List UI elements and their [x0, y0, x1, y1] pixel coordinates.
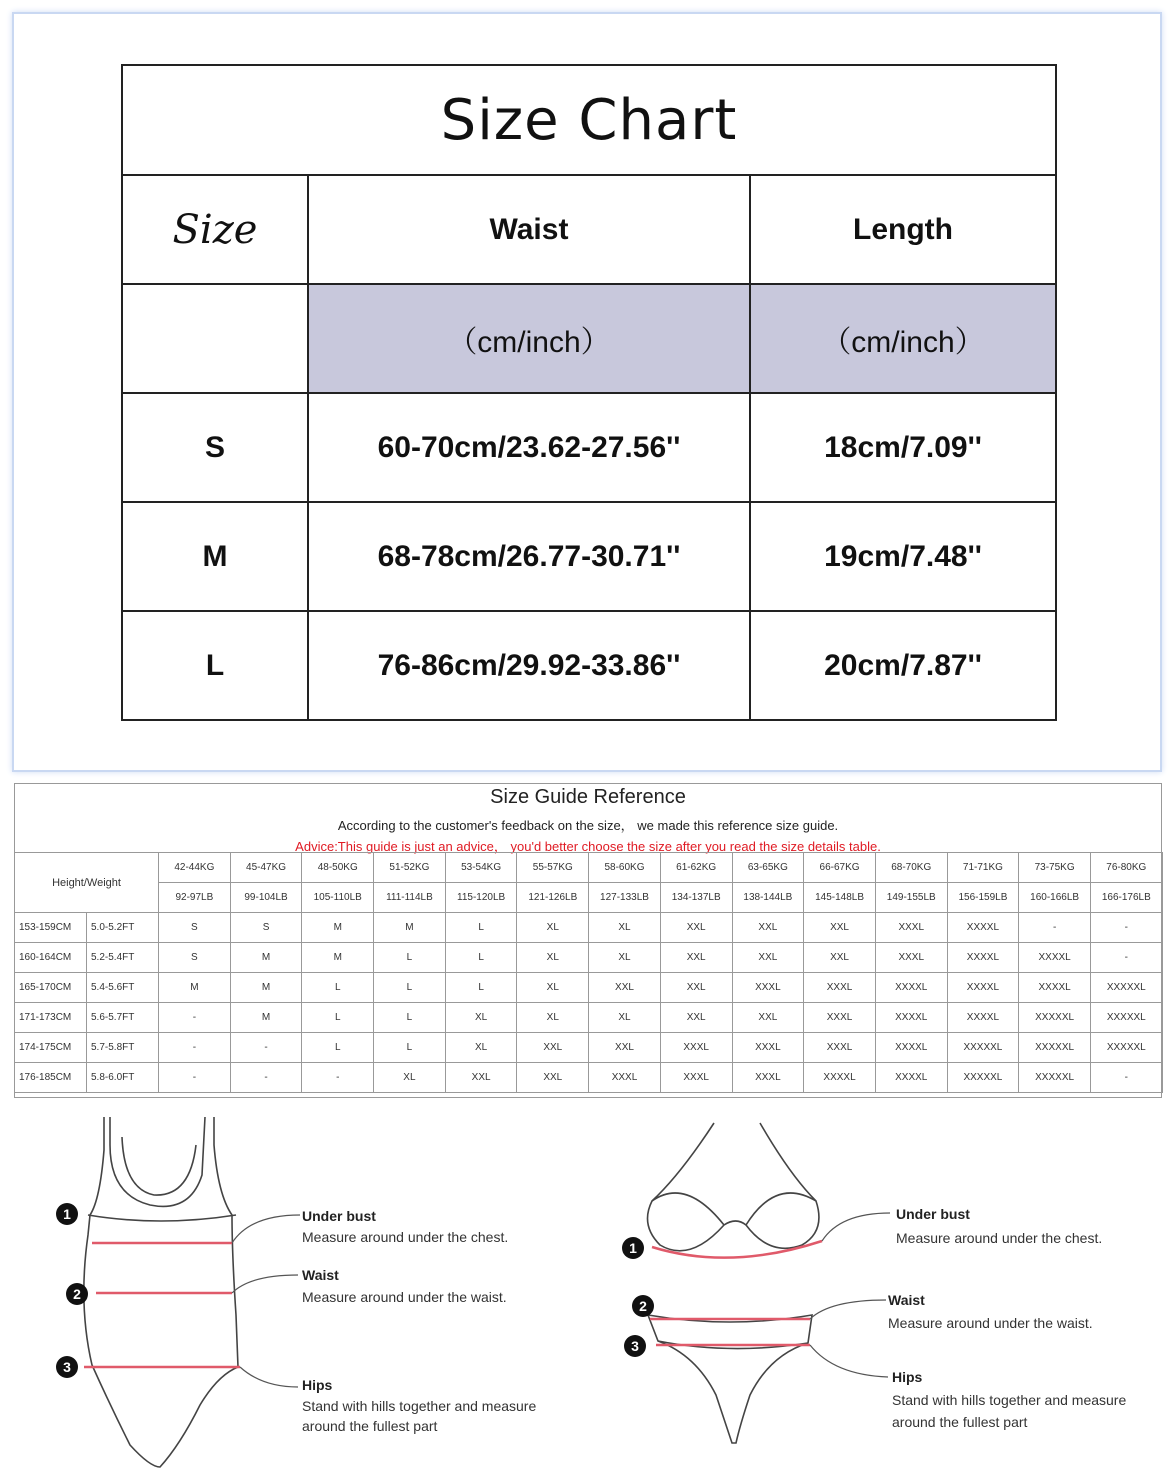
weight-lb-header: 105-110LB — [302, 883, 374, 913]
size-cell: L — [374, 973, 446, 1003]
weight-kg-header: 55-57KG — [517, 853, 589, 883]
height-cm-cell: 171-173CM — [15, 1003, 87, 1033]
length-unit: （cm/inch） — [750, 284, 1056, 393]
under-bust-desc: Measure around under the chest. — [302, 1229, 509, 1245]
marker-1: 1 — [56, 1203, 78, 1225]
weight-lb-header: 99-104LB — [230, 883, 302, 913]
size-cell: XXXXXL — [1090, 1033, 1162, 1063]
hips-desc-2: around the fullest part — [302, 1418, 438, 1434]
size-cell: XL — [517, 943, 589, 973]
swimsuit-diagram — [0, 1105, 580, 1473]
hips-desc-2: around the fullest part — [892, 1414, 1028, 1430]
size-cell: XL — [445, 1033, 517, 1063]
weight-lb-header: 156-159LB — [947, 883, 1019, 913]
waist-cell: 68-78cm/26.77-30.71'' — [308, 502, 750, 611]
size-cell: - — [302, 1063, 374, 1093]
height-cm-cell: 153-159CM — [15, 913, 87, 943]
size-cell: XXL — [660, 1003, 732, 1033]
size-cell: - — [230, 1063, 302, 1093]
size-cell: XXL — [732, 913, 804, 943]
weight-lb-header: 166-176LB — [1090, 883, 1162, 913]
table-row — [15, 1033, 1163, 1063]
size-cell: XXL — [660, 973, 732, 1003]
size-cell: XXL — [589, 1033, 661, 1063]
size-cell: XXXXXL — [1090, 973, 1162, 1003]
size-cell: L — [122, 611, 308, 720]
size-header: Size — [122, 175, 308, 284]
size-guide-section — [14, 783, 1162, 1098]
size-cell: XL — [445, 1003, 517, 1033]
marker-3: 3 — [624, 1335, 646, 1357]
size-cell: XXXXXL — [1019, 1003, 1091, 1033]
size-cell: XL — [589, 913, 661, 943]
height-ft-cell: 5.6-5.7FT — [87, 1003, 159, 1033]
weight-lb-header: 121-126LB — [517, 883, 589, 913]
weight-lb-header: 127-133LB — [589, 883, 661, 913]
size-cell: L — [302, 1003, 374, 1033]
guide-kg-row — [15, 853, 1163, 883]
under-bust-label: Under bust — [302, 1208, 376, 1224]
size-cell: XXL — [804, 943, 876, 973]
marker-1: 1 — [622, 1237, 644, 1259]
weight-kg-header: 58-60KG — [589, 853, 661, 883]
size-cell: XXXL — [589, 1063, 661, 1093]
size-cell: XXL — [589, 973, 661, 1003]
guide-title: Size Guide Reference — [490, 786, 686, 808]
table-row — [15, 913, 1163, 943]
size-cell: XXXXXL — [1019, 1063, 1091, 1093]
weight-lb-header: 92-97LB — [159, 883, 231, 913]
height-cm-cell: 160-164CM — [15, 943, 87, 973]
size-cell: L — [374, 1033, 446, 1063]
weight-kg-header: 71-71KG — [947, 853, 1019, 883]
guide-description: According to the customer's feedback on the size， we made this reference size guide. — [337, 818, 839, 833]
size-cell: S — [230, 913, 302, 943]
size-cell: XXL — [517, 1063, 589, 1093]
size-cell: - — [1090, 943, 1162, 973]
weight-lb-header: 134-137LB — [660, 883, 732, 913]
size-chart-title: Size Chart — [122, 65, 1056, 175]
table-row — [122, 611, 1056, 720]
under-bust-label: Under bust — [896, 1206, 970, 1222]
table-row — [15, 1003, 1163, 1033]
waist-label: Waist — [888, 1292, 925, 1308]
weight-kg-header: 73-75KG — [1019, 853, 1091, 883]
under-bust-desc: Measure around under the chest. — [896, 1230, 1103, 1246]
size-cell: XXXXXL — [1019, 1033, 1091, 1063]
weight-kg-header: 42-44KG — [159, 853, 231, 883]
size-cell: - — [159, 1033, 231, 1063]
weight-kg-header: 68-70KG — [875, 853, 947, 883]
size-cell: XXXL — [732, 1063, 804, 1093]
size-cell: - — [1090, 1063, 1162, 1093]
weight-kg-header: 45-47KG — [230, 853, 302, 883]
weight-lb-header: 149-155LB — [875, 883, 947, 913]
size-cell: XXL — [732, 1003, 804, 1033]
size-cell: L — [302, 973, 374, 1003]
size-cell: XXXXL — [1019, 943, 1091, 973]
size-cell: XXXXL — [875, 1033, 947, 1063]
waist-cell: 76-86cm/29.92-33.86'' — [308, 611, 750, 720]
size-cell: XXL — [445, 1063, 517, 1093]
size-cell: M — [302, 913, 374, 943]
size-cell: M — [230, 1003, 302, 1033]
size-cell: XXXXXL — [947, 1033, 1019, 1063]
waist-label: Waist — [302, 1267, 339, 1283]
hips-label: Hips — [302, 1377, 333, 1393]
size-cell: - — [1019, 913, 1091, 943]
weight-kg-header: 76-80KG — [1090, 853, 1162, 883]
table-row — [15, 1063, 1163, 1093]
waist-unit: （cm/inch） — [308, 284, 750, 393]
weight-lb-header: 138-144LB — [732, 883, 804, 913]
size-cell: XXL — [660, 913, 732, 943]
size-cell: XL — [517, 1003, 589, 1033]
size-cell: XXL — [660, 943, 732, 973]
size-cell: XXXXL — [947, 943, 1019, 973]
guide-table — [14, 852, 1163, 1093]
size-cell: XXXL — [732, 973, 804, 1003]
length-cell: 20cm/7.87'' — [750, 611, 1056, 720]
height-cm-cell: 165-170CM — [15, 973, 87, 1003]
weight-kg-header: 66-67KG — [804, 853, 876, 883]
bikini-illustration — [590, 1105, 1176, 1473]
size-cell: XXL — [517, 1033, 589, 1063]
height-cm-cell: 176-185CM — [15, 1063, 87, 1093]
length-header: Length — [750, 175, 1056, 284]
waist-cell: 60-70cm/23.62-27.56'' — [308, 393, 750, 502]
size-cell: M — [230, 943, 302, 973]
weight-lb-header: 145-148LB — [804, 883, 876, 913]
size-cell: S — [122, 393, 308, 502]
size-cell: XXXL — [660, 1063, 732, 1093]
hips-label: Hips — [892, 1369, 923, 1385]
size-cell: L — [445, 973, 517, 1003]
hips-desc: Stand with hills together and measure — [302, 1398, 537, 1414]
size-cell: XXXL — [875, 913, 947, 943]
size-cell: XXL — [732, 943, 804, 973]
hips-desc: Stand with hills together and measure — [892, 1392, 1127, 1408]
size-cell: XXXXXL — [947, 1063, 1019, 1093]
size-cell: M — [302, 943, 374, 973]
size-cell: XXXXL — [875, 973, 947, 1003]
size-cell: XXXXXL — [1090, 1003, 1162, 1033]
height-ft-cell: 5.4-5.6FT — [87, 973, 159, 1003]
table-row — [15, 943, 1163, 973]
size-cell: S — [159, 943, 231, 973]
length-cell: 18cm/7.09'' — [750, 393, 1056, 502]
table-row — [122, 393, 1056, 502]
weight-lb-header: 160-166LB — [1019, 883, 1091, 913]
size-cell: - — [1090, 913, 1162, 943]
height-ft-cell: 5.7-5.8FT — [87, 1033, 159, 1063]
weight-kg-header: 53-54KG — [445, 853, 517, 883]
height-weight-header: Height/Weight — [15, 853, 159, 913]
size-cell: XL — [517, 973, 589, 1003]
size-cell: XXXXL — [875, 1063, 947, 1093]
size-cell: M — [230, 973, 302, 1003]
guide-lb-row — [15, 883, 1163, 913]
guide-advice: Advice:This guide is just an advice， you'd better choose the size after you read the size details table. — [295, 839, 881, 854]
weight-kg-header: 63-65KG — [732, 853, 804, 883]
height-ft-cell: 5.8-6.0FT — [87, 1063, 159, 1093]
waist-desc: Measure around under the waist. — [888, 1315, 1093, 1331]
size-cell: XXXL — [660, 1033, 732, 1063]
size-cell: M — [122, 502, 308, 611]
size-cell: XXXXL — [947, 973, 1019, 1003]
table-row — [122, 502, 1056, 611]
size-cell: XXXL — [804, 1033, 876, 1063]
size-cell: L — [302, 1033, 374, 1063]
size-cell: XL — [589, 1003, 661, 1033]
weight-kg-header: 51-52KG — [374, 853, 446, 883]
height-ft-cell: 5.2-5.4FT — [87, 943, 159, 973]
size-cell: - — [159, 1063, 231, 1093]
unit-blank-cell — [122, 284, 308, 393]
weight-kg-header: 48-50KG — [302, 853, 374, 883]
size-cell: L — [445, 913, 517, 943]
size-cell: XL — [374, 1063, 446, 1093]
size-cell: XL — [517, 913, 589, 943]
size-cell: XL — [589, 943, 661, 973]
bikini-diagram — [590, 1105, 1176, 1473]
weight-lb-header: 115-120LB — [445, 883, 517, 913]
size-cell: XXXXL — [947, 913, 1019, 943]
size-cell: M — [159, 973, 231, 1003]
size-cell: - — [230, 1033, 302, 1063]
size-cell: L — [374, 1003, 446, 1033]
length-cell: 19cm/7.48'' — [750, 502, 1056, 611]
size-cell: XXXL — [732, 1033, 804, 1063]
size-cell: XXXL — [804, 973, 876, 1003]
size-cell: XXXXL — [875, 1003, 947, 1033]
size-cell: L — [374, 943, 446, 973]
weight-kg-header: 61-62KG — [660, 853, 732, 883]
marker-2: 2 — [66, 1283, 88, 1305]
size-cell: XXXL — [875, 943, 947, 973]
size-cell: XXXXL — [1019, 973, 1091, 1003]
size-cell: S — [159, 913, 231, 943]
size-cell: - — [159, 1003, 231, 1033]
size-chart-table — [121, 64, 1057, 721]
size-cell: XXXXL — [804, 1063, 876, 1093]
marker-2: 2 — [632, 1295, 654, 1317]
height-ft-cell: 5.0-5.2FT — [87, 913, 159, 943]
size-cell: M — [374, 913, 446, 943]
table-row — [15, 973, 1163, 1003]
waist-desc: Measure around under the waist. — [302, 1289, 507, 1305]
size-cell: XXL — [804, 913, 876, 943]
weight-lb-header: 111-114LB — [374, 883, 446, 913]
size-cell: L — [445, 943, 517, 973]
waist-header: Waist — [308, 175, 750, 284]
size-cell: XXXXL — [947, 1003, 1019, 1033]
marker-3: 3 — [56, 1356, 78, 1378]
height-cm-cell: 174-175CM — [15, 1033, 87, 1063]
size-cell: XXXL — [804, 1003, 876, 1033]
